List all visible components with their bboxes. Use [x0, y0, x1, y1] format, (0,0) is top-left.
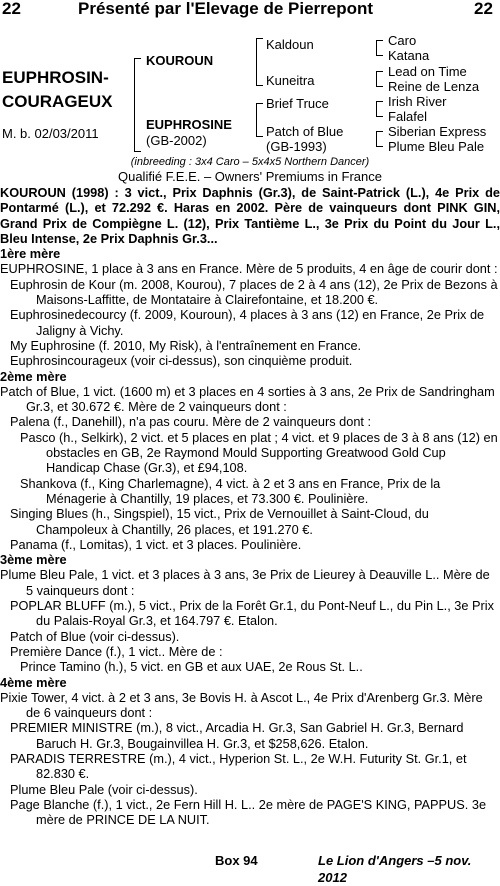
pedigree-dam: EUPHROSINE [146, 117, 232, 132]
qualification-note: Qualifié F.E.E. – Owners' Premiums in France [117, 169, 382, 184]
pedigree-ss: Kaldoun [266, 37, 314, 52]
pedigree-ds: Brief Truce [266, 96, 329, 111]
lot-number-left: 22 [2, 0, 21, 18]
dam1-produce: Euphrosinedecourcy (f. 2009, Kouroun), 4 places à 3 ans (12) en France, 2e Prix de Jaligny à Vichy. [10, 307, 485, 338]
dam3-produce: Prince Tamino (h.), 5 vict. en GB et aux UAE, 2e Rous St. L.. [20, 659, 363, 675]
pedigree-dsd: Falafel [388, 109, 428, 124]
pedigree-ddd: Plume Bleu Pale [388, 139, 485, 154]
dam2-produce: Pasco (h., Selkirk), 2 vict. et 5 places en plat ; 4 vict. et 9 places de 3 à 8 ans (12) en obstacles en GB, 2e Raymond Mould Supporting Greatwood Gold Cup Handicap Chase (Gr.3), et £94,108. [20, 429, 498, 476]
dam3-produce: Première Dance (f.), 1 vict.. Mère de : [10, 643, 223, 659]
horse-details: M. b. 02/03/2011 [2, 126, 99, 141]
dam3-produce: Patch of Blue (voir ci-dessus). [10, 628, 180, 644]
horse-name [2, 66, 113, 114]
pedigree-bracket-gen1 [134, 58, 141, 152]
footer-box: Box 94 [215, 853, 258, 868]
pedigree-bracket-sire [256, 38, 263, 86]
pedigree-bracket-dam [256, 103, 263, 137]
dam2-produce: Panama (f., Lomitas), 1 vict. et 3 places. Poulinière. [10, 536, 302, 552]
dam1-produce: My Euphrosine (f. 2010, My Risk), à l'entraînement en France. [10, 337, 362, 353]
footer-sale: Le Lion d'Angers –5 nov. 2012 [318, 853, 472, 885]
pedigree-dds: Siberian Express [388, 124, 487, 139]
dam4-produce: Page Blanche (f.), 1 vict., 2e Fern Hill H. L.. 2e mère de PAGE'S KING, PAPPUS. 3e mère de PRINCE DE LA NUIT. [10, 796, 487, 828]
pedigree-dd: Patch of Blue [266, 124, 344, 139]
dam2-produce: Singing Blues (h., Singspiel), 15 vict., Prix de Vernouillet à Saint-Cloud, du Champoleux à Chantilly, 26 places, et 191.270 €. [10, 506, 429, 537]
dam4-intro: Pixie Tower, 4 vict. à 2 et 3 ans, 3e Bovis H. à Ascot L., 4e Prix d'Arenberg Gr.3. Mère de 6 vainqueurs dont : [0, 689, 483, 721]
dam3-intro: Plume Bleu Pale, 1 vict. et 3 places à 3 ans, 3e Prix de Lieurey à Deauville L.. Mère de 5 vainqueurs dont : [0, 567, 490, 598]
pedigree-sdd: Reine de Lenza [388, 79, 480, 94]
sire-paragraph: KOUROUN (1998) : 3 vict., Prix Daphnis (Gr.3), de Saint-Patrick (L.), 4e Prix de Pontarmé (L.), et 72.292 €. Haras en 2002. Père de vainqueurs dont PINK GIN, Grand Prix de Compiègne L. (12), Prix Tantième L., 3e Prix du Point du Jour L., Bleu Intense, 2e Prix Daphnis Gr.3... [0, 185, 500, 246]
horse-name-line2: COURAGEUX [2, 92, 113, 111]
pedigree-bracket-ds [376, 101, 383, 117]
dam4-produce: PREMIER MINISTRE (m.), 8 vict., Arcadia H. Gr.3, San Gabriel H. Gr.3, Bernard Baruch H. Gr.3, Bougainvillea H. Gr.3, et $258,626. Etalon. [10, 720, 464, 751]
pedigree-ssd: Katana [388, 48, 430, 63]
pedigree-sds: Lead on Time [388, 64, 467, 79]
produce-record [0, 185, 500, 827]
pedigree-sire: KOUROUN [146, 53, 214, 68]
dam3-produce: POPLAR BLUFF (m.), 5 vict., Prix de la Forêt Gr.1, du Pont-Neuf L., du Pin L., 3e Prix du Palais-Royal Gr.3, et 164.797 €. Etalon. [10, 598, 494, 629]
dam2-produce: Palena (f., Danehill), n'a pas couru. Mère de 2 vainqueurs dont : [10, 414, 372, 430]
section-4th-dam: 4ème mère [0, 674, 67, 690]
dam2-intro: Patch of Blue, 1 vict. (1600 m) et 3 places en 4 sorties à 3 ans, 2e Prix de Sandringham Gr.3, et 30.672 €. Mère de 2 vainqueurs dont : [0, 383, 495, 415]
section-3rd-dam: 3ème mère [0, 552, 67, 568]
dam4-produce: PARADIS TERRESTRE (m.), 4 vict., Hyperion St. L., 2e W.H. Futurity St. Gr.1, et 82.830 €. [10, 750, 467, 782]
section-2nd-dam: 2ème mère [0, 368, 67, 384]
dam1-produce: Euphrosincourageux (voir ci-dessus), son cinquième produit. [10, 353, 353, 369]
dam1-intro: EUPHROSINE, 1 place à 3 ans en France. Mère de 5 produits, 4 en âge de courir dont : [0, 261, 498, 277]
pedigree-dd-origin: (GB-1993) [266, 139, 327, 154]
section-1st-dam: 1ère mère [0, 246, 61, 262]
dam1-produce: Euphrosin de Kour (m. 2008, Kourou), 7 places de 2 à 4 ans (12), 2e Prix de Bezons à Maisons-Laffitte, de Montataire à Clairefontaine, et 18.200 €. [10, 276, 498, 308]
dam2-produce: Shankova (f., King Charlemagne), 4 vict. à 2 et 3 ans en France, Prix de la Ménagerie à Chantilly, 19 places, et 73.300 €. Poulinière. [20, 475, 441, 506]
page-title: Présenté par l'Elevage de Pierrepont [78, 0, 374, 18]
pedigree-dam-origin: (GB-2002) [146, 133, 207, 148]
pedigree-dss: Irish River [388, 94, 447, 109]
dam4-produce: Plume Bleu Pale (voir ci-dessus). [10, 781, 198, 797]
pedigree-sd: Kuneitra [266, 73, 315, 88]
inbreeding-note: (inbreeding : 3x4 Caro – 5x4x5 Northern Dancer) [130, 156, 370, 168]
horse-name-line1: EUPHROSIN- [2, 68, 109, 87]
pedigree-bracket-sd [376, 71, 383, 87]
pedigree-bracket-ss [376, 40, 383, 56]
lot-number-right: 22 [474, 0, 493, 18]
pedigree-bracket-dd [376, 131, 383, 147]
pedigree-sss: Caro [388, 33, 417, 48]
